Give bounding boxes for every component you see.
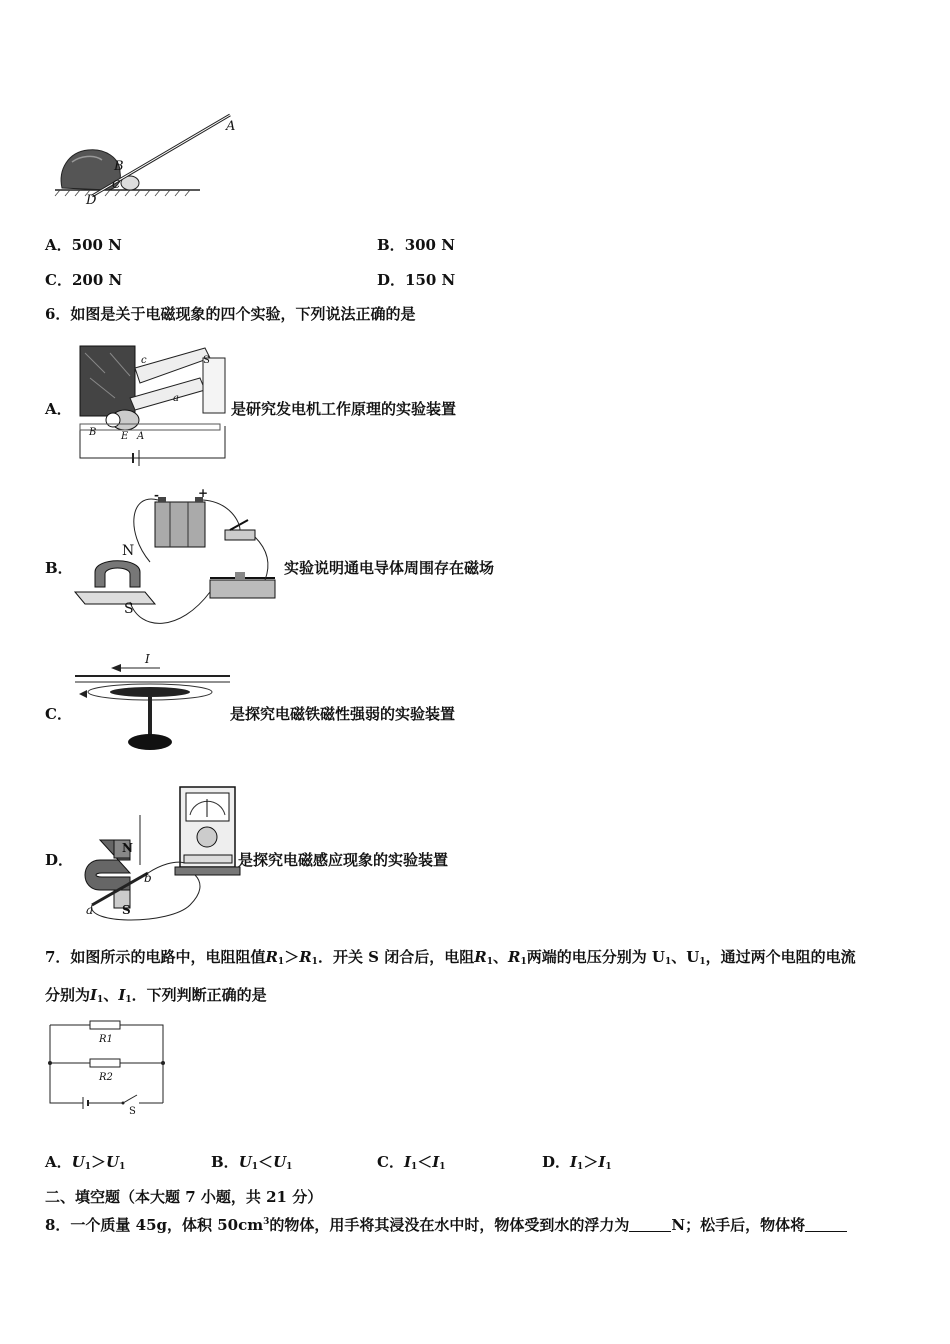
- q6-stem: 6．如图是关于电磁现象的四个实验，下列说法正确的是: [45, 305, 416, 323]
- circuit-label-r2: R2: [99, 1072, 113, 1083]
- q7-sep: 、: [492, 948, 508, 966]
- q7-line1-p2: ．开关 S 闭合后，电阻: [317, 948, 475, 966]
- q8-stem: [45, 1213, 847, 1234]
- q5-option-b-letter: B．: [377, 236, 405, 254]
- q6-d-label-a: a: [86, 903, 94, 917]
- q7-option-d-v2: I: [598, 1153, 606, 1171]
- q5-option-a-letter: A．: [45, 236, 72, 254]
- q8-blank-1[interactable]: [629, 1217, 671, 1232]
- lever-drawing: [50, 110, 250, 210]
- q7-option-c-s1: 1: [410, 1162, 418, 1172]
- q6-c-label-i: I: [145, 652, 150, 666]
- section-2-title: 二、填空题（本大题 7 小题，共 21 分）: [45, 1188, 323, 1206]
- q6-option-c-letter: C．: [45, 705, 72, 723]
- q7-option-a-op: ＞: [91, 1153, 107, 1171]
- q8-p2: 的物体，用手将其浸没在水中时，物体受到水的浮力为: [269, 1216, 630, 1234]
- q7-u-b-sub: 1: [699, 957, 706, 967]
- q7-line1-p3: 两端的电压分别为 U: [526, 948, 666, 966]
- q5-option-c-letter: C．: [45, 271, 72, 289]
- q7-option-b-letter: B．: [211, 1153, 239, 1171]
- q7-i-b: I: [118, 986, 126, 1004]
- q7-r-b: R: [299, 948, 312, 966]
- q7-option-a: [45, 1153, 125, 1176]
- q7-option-a-v1: U: [71, 1153, 85, 1171]
- induction-apparatus-drawing: [80, 785, 240, 925]
- q7-r-d: R: [507, 948, 521, 966]
- q5-option-b-text: 300 N: [404, 236, 455, 254]
- q7-option-d-letter: D．: [542, 1153, 571, 1171]
- q6-a-label-e: E: [121, 431, 129, 442]
- q7-r-b-sub: 1: [311, 957, 318, 967]
- q7-option-b-s2: 1: [286, 1162, 293, 1172]
- q7-line2-sep: 、: [103, 986, 119, 1004]
- q7-i-b-sub: 1: [125, 995, 132, 1005]
- q5-option-c-text: 200 N: [71, 271, 123, 289]
- q7-line1-p5: ，通过两个电阻的电流: [705, 948, 856, 966]
- q7-option-b-s1: 1: [251, 1162, 259, 1172]
- q7-option-c-v2: I: [432, 1153, 440, 1171]
- q6-b-label-s: S: [124, 601, 134, 617]
- q5-option-d: [377, 271, 455, 289]
- q6-a-label-c: c: [141, 355, 147, 366]
- q7-r-c-sub: 1: [486, 957, 493, 967]
- q6-option-a-text: 是研究发电机工作原理的实验装置: [231, 400, 457, 418]
- q7-u-a-sub: 1: [665, 957, 672, 967]
- motor-apparatus-drawing: [70, 492, 285, 632]
- q5-option-c: [45, 271, 122, 289]
- lever-label-b: B: [114, 159, 124, 174]
- q7-option-c-op: ＜: [417, 1153, 433, 1171]
- q7-r-d-sub: 1: [520, 957, 527, 967]
- q7-option-c-v1: I: [403, 1153, 411, 1171]
- q6-option-a-letter: A．: [45, 400, 72, 418]
- q7-option-b-v2: U: [273, 1153, 287, 1171]
- q6-a-figure: [75, 338, 230, 468]
- q5-option-d-text: 150 N: [405, 271, 456, 289]
- q6-option-c-text: 是探究电磁铁磁性强弱的实验装置: [230, 705, 456, 723]
- q6-a-label-a-lower: a: [173, 393, 179, 404]
- q6-a-label-b: B: [89, 427, 97, 438]
- q5-option-a: [45, 236, 122, 254]
- circuit-label-r1: R1: [99, 1034, 113, 1045]
- q7-line2-p1: 分别为: [45, 986, 91, 1004]
- q6-b-figure: [70, 486, 285, 632]
- q7-circuit-diagram: [45, 1015, 170, 1120]
- q5-option-b: [377, 236, 455, 254]
- q7-option-a-s1: 1: [84, 1162, 91, 1172]
- q8-blank-2[interactable]: [805, 1217, 847, 1232]
- q6-c-figure: [75, 652, 230, 757]
- q7-r-c: R: [474, 948, 487, 966]
- q7-option-b-op: ＜: [258, 1153, 274, 1171]
- q6-b-label-minus: -: [154, 488, 159, 502]
- q6-option-d-text: 是探究电磁感应现象的实验装置: [238, 851, 449, 869]
- q7-option-d-op: ＞: [583, 1153, 599, 1171]
- oersted-apparatus-drawing: [75, 652, 230, 757]
- q7-line2-p2: ．下列判断正确的是: [131, 986, 267, 1004]
- q7-option-a-v2: U: [106, 1153, 120, 1171]
- q7-gt: ＞: [284, 948, 300, 966]
- q7-r-a: R: [265, 948, 278, 966]
- q5-option-a-text: 500 N: [71, 236, 122, 254]
- q5-option-d-letter: D．: [377, 271, 406, 289]
- q8-p3: N；松手后，物体将: [671, 1216, 806, 1234]
- q8-p1: 8．一个质量 45g，体积 50cm: [45, 1216, 264, 1234]
- q7-r-a-sub: 1: [277, 957, 285, 967]
- q6-b-label-n: N: [122, 543, 135, 559]
- q7-line1-p1: 7．如图所示的电路中，电阻阻值: [45, 948, 266, 966]
- q6-a-label-s: S: [203, 355, 210, 366]
- q6-option-b-text: 实验说明通电导体周围存在磁场: [284, 559, 495, 577]
- lever-figure: [50, 110, 250, 210]
- q7-stem-line2: [45, 986, 267, 1009]
- q7-option-b-v1: U: [238, 1153, 252, 1171]
- lever-label-d: D: [86, 193, 97, 208]
- q6-d-label-n: N: [122, 841, 133, 855]
- lever-label-c: C: [112, 178, 121, 191]
- q6-d-label-s: S: [122, 903, 131, 917]
- q7-option-a-s2: 1: [119, 1162, 126, 1172]
- q7-i-a: I: [90, 986, 98, 1004]
- q6-d-figure: [80, 785, 240, 925]
- q7-stem-line1: [45, 948, 856, 971]
- q7-option-d: [542, 1153, 612, 1176]
- circuit-label-s: S: [129, 1106, 136, 1117]
- lever-label-a: A: [226, 119, 236, 134]
- q6-option-b-letter: B．: [45, 559, 73, 577]
- q7-option-c-letter: C．: [377, 1153, 404, 1171]
- q7-i-a-sub: 1: [97, 995, 104, 1005]
- q6-a-label-a: A: [137, 431, 145, 442]
- q7-option-d-s2: 1: [605, 1162, 612, 1172]
- q7-option-b: [211, 1153, 292, 1176]
- q6-b-label-plus: +: [198, 486, 209, 500]
- q7-option-c: [377, 1153, 446, 1176]
- q7-option-a-letter: A．: [45, 1153, 72, 1171]
- q7-option-d-s1: 1: [577, 1162, 584, 1172]
- q6-option-d-letter: D．: [45, 851, 74, 869]
- q8-sup: 3: [263, 1217, 270, 1227]
- q7-option-c-s2: 1: [439, 1162, 446, 1172]
- q6-d-label-b: b: [144, 871, 152, 885]
- q7-option-d-v1: I: [570, 1153, 578, 1171]
- q7-line1-p4: 、U: [671, 948, 700, 966]
